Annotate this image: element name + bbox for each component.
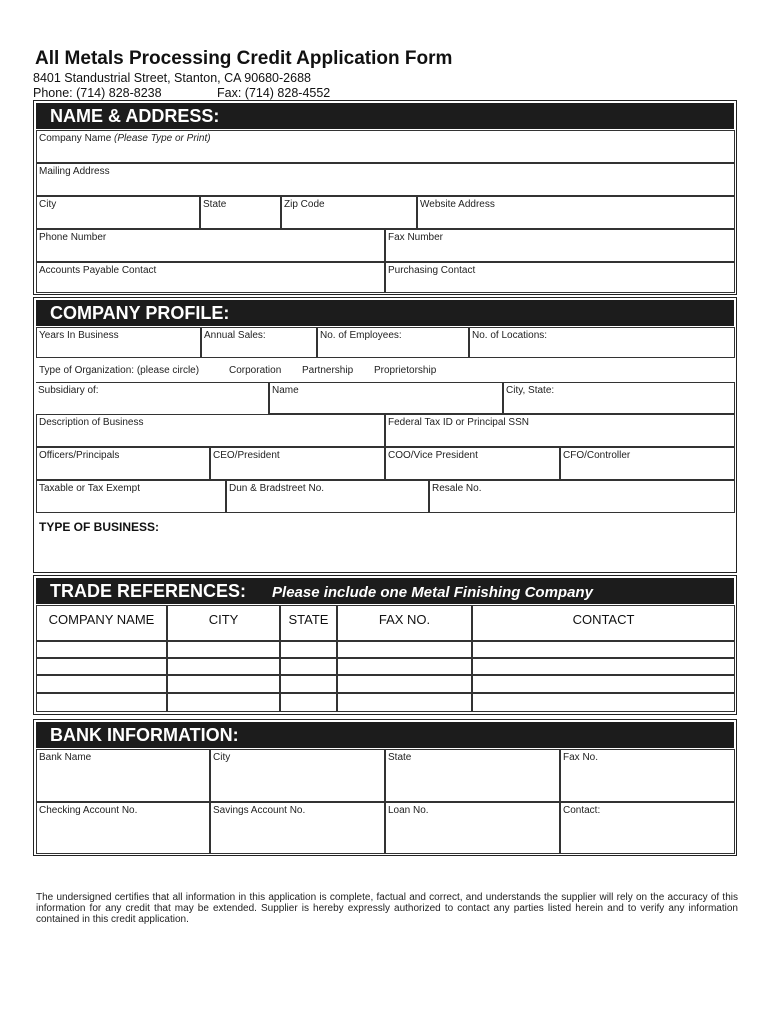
subsidiary-name-field[interactable] — [269, 382, 503, 414]
ref-row-3-contact[interactable] — [472, 675, 735, 693]
col-fax: FAX NO. — [337, 605, 472, 641]
dun-label: Dun & Bradstreet No. — [229, 483, 325, 494]
ref-row-2-company[interactable] — [36, 658, 167, 675]
ref-row-2-city[interactable] — [167, 658, 280, 675]
col-company-name: COMPANY NAME — [36, 605, 167, 641]
ref-row-3-state[interactable] — [280, 675, 337, 693]
fax-number-label: Fax Number — [388, 232, 444, 243]
company-name-label: Company Name — [39, 133, 112, 144]
dun-field[interactable] — [226, 480, 429, 513]
coo-field[interactable] — [385, 447, 560, 480]
description-field[interactable] — [36, 414, 385, 447]
ap-contact-field[interactable] — [36, 262, 385, 293]
corporation-option[interactable]: Corporation — [229, 365, 282, 376]
company-phone: Phone: (714) 828-8238 — [33, 86, 162, 100]
description-label: Description of Business — [39, 417, 144, 428]
ref-row-3-company[interactable] — [36, 675, 167, 693]
subsidiary-name-label: Name — [272, 385, 299, 396]
company-profile-section — [33, 297, 737, 573]
col-city: CITY — [167, 605, 280, 641]
ap-contact-label: Accounts Payable Contact — [39, 265, 157, 276]
city-label: City — [39, 199, 57, 210]
type-of-business-label: TYPE OF BUSINESS: — [39, 520, 160, 534]
coo-label: COO/Vice President — [388, 450, 478, 461]
trade-references-heading: TRADE REFERENCES: Please include one Metal Finishing Company — [36, 578, 734, 604]
officers-label: Officers/Principals — [39, 450, 120, 461]
zip-label: Zip Code — [284, 199, 325, 210]
bank-state-label: State — [388, 752, 412, 763]
subsidiary-label: Subsidiary of: — [38, 385, 99, 396]
city-field[interactable] — [36, 196, 200, 229]
tax-id-field[interactable] — [385, 414, 735, 447]
officers-field[interactable] — [36, 447, 210, 480]
bank-information-section — [33, 719, 737, 856]
type-of-business-field[interactable] — [36, 513, 735, 571]
partnership-option[interactable]: Partnership — [302, 365, 354, 376]
ref-row-1-company[interactable] — [36, 641, 167, 658]
phone-number-label: Phone Number — [39, 232, 107, 243]
col-state: STATE — [280, 605, 337, 641]
proprietorship-option[interactable]: Proprietorship — [374, 365, 437, 376]
resale-field[interactable] — [429, 480, 735, 513]
savings-field[interactable] — [210, 802, 385, 854]
loan-field[interactable] — [385, 802, 560, 854]
fax-number-field[interactable] — [385, 229, 735, 262]
company-profile-heading: COMPANY PROFILE: — [36, 300, 734, 326]
company-address: 8401 Standustrial Street, Stanton, CA 90680-2688 — [33, 71, 311, 85]
city-state-field[interactable] — [503, 382, 735, 414]
purchasing-contact-label: Purchasing Contact — [388, 265, 476, 276]
bank-city-label: City — [213, 752, 231, 763]
mailing-address-field[interactable] — [36, 163, 735, 196]
name-address-heading: NAME & ADDRESS: — [36, 103, 734, 129]
company-name-field[interactable] — [36, 130, 735, 163]
bank-state-field[interactable] — [385, 749, 560, 802]
ref-row-2-fax[interactable] — [337, 658, 472, 675]
employees-field[interactable] — [317, 327, 469, 358]
certification-text: The undersigned certifies that all information in this application is complete, factual and correct, and understands the supplier will rely on the accuracy of this information for any credit that may be extended. Supplier is hereby expressly authorized to contact any parties listed herein and to verify any information contained in this credit application. — [36, 892, 738, 925]
years-field[interactable] — [36, 327, 201, 358]
cfo-field[interactable] — [560, 447, 735, 480]
ref-row-4-fax[interactable] — [337, 693, 472, 712]
bank-information-heading: BANK INFORMATION: — [36, 722, 734, 748]
employees-label: No. of Employees: — [320, 330, 402, 341]
ref-row-3-city[interactable] — [167, 675, 280, 693]
cfo-label: CFO/Controller — [563, 450, 631, 461]
annual-sales-field[interactable] — [201, 327, 317, 358]
ref-row-1-city[interactable] — [167, 641, 280, 658]
loan-label: Loan No. — [388, 805, 429, 816]
bank-fax-label: Fax No. — [563, 752, 599, 763]
city-state-label: City, State: — [506, 385, 555, 396]
bank-fax-field[interactable] — [560, 749, 735, 802]
ref-row-1-state[interactable] — [280, 641, 337, 658]
resale-label: Resale No. — [432, 483, 482, 494]
trade-references-subheading: Please include one Metal Finishing Company — [272, 584, 593, 601]
company-fax: Fax: (714) 828-4552 — [217, 86, 331, 100]
annual-sales-label: Annual Sales: — [204, 330, 266, 341]
form-title: All Metals Processing Credit Application Form — [35, 48, 453, 69]
ceo-label: CEO/President — [213, 450, 280, 461]
tax-id-label: Federal Tax ID or Principal SSN — [388, 417, 529, 428]
ref-row-4-state[interactable] — [280, 693, 337, 712]
ref-row-2-state[interactable] — [280, 658, 337, 675]
locations-field[interactable] — [469, 327, 735, 358]
ref-row-4-city[interactable] — [167, 693, 280, 712]
taxable-field[interactable] — [36, 480, 226, 513]
col-contact: CONTACT — [472, 605, 735, 641]
phone-number-field[interactable] — [36, 229, 385, 262]
state-field[interactable] — [200, 196, 281, 229]
taxable-label: Taxable or Tax Exempt — [39, 483, 140, 494]
purchasing-contact-field[interactable] — [385, 262, 735, 293]
savings-label: Savings Account No. — [213, 805, 306, 816]
ref-row-3-fax[interactable] — [337, 675, 472, 693]
bank-contact-field[interactable] — [560, 802, 735, 854]
years-label: Years In Business — [39, 330, 119, 341]
website-field[interactable] — [417, 196, 735, 229]
bank-name-label: Bank Name — [39, 752, 92, 763]
mailing-address-label: Mailing Address — [39, 166, 110, 177]
bank-contact-label: Contact: — [563, 805, 601, 816]
website-label: Website Address — [420, 199, 495, 210]
ceo-field[interactable] — [210, 447, 385, 480]
zip-field[interactable] — [281, 196, 417, 229]
ref-row-1-contact[interactable] — [472, 641, 735, 658]
bank-city-field[interactable] — [210, 749, 385, 802]
ref-row-1-fax[interactable] — [337, 641, 472, 658]
state-label: State — [203, 199, 227, 210]
ref-row-4-contact[interactable] — [472, 693, 735, 712]
ref-row-2-contact[interactable] — [472, 658, 735, 675]
org-type-label: Type of Organization: (please circle) — [39, 365, 200, 376]
subsidiary-field[interactable] — [36, 382, 269, 414]
company-name-note: (Please Type or Print) — [114, 133, 211, 144]
checking-label: Checking Account No. — [39, 805, 138, 816]
trade-references-section — [33, 575, 737, 715]
name-address-section — [33, 100, 737, 295]
bank-name-field[interactable] — [36, 749, 210, 802]
locations-label: No. of Locations: — [472, 330, 548, 341]
checking-field[interactable] — [36, 802, 210, 854]
ref-row-4-company[interactable] — [36, 693, 167, 712]
